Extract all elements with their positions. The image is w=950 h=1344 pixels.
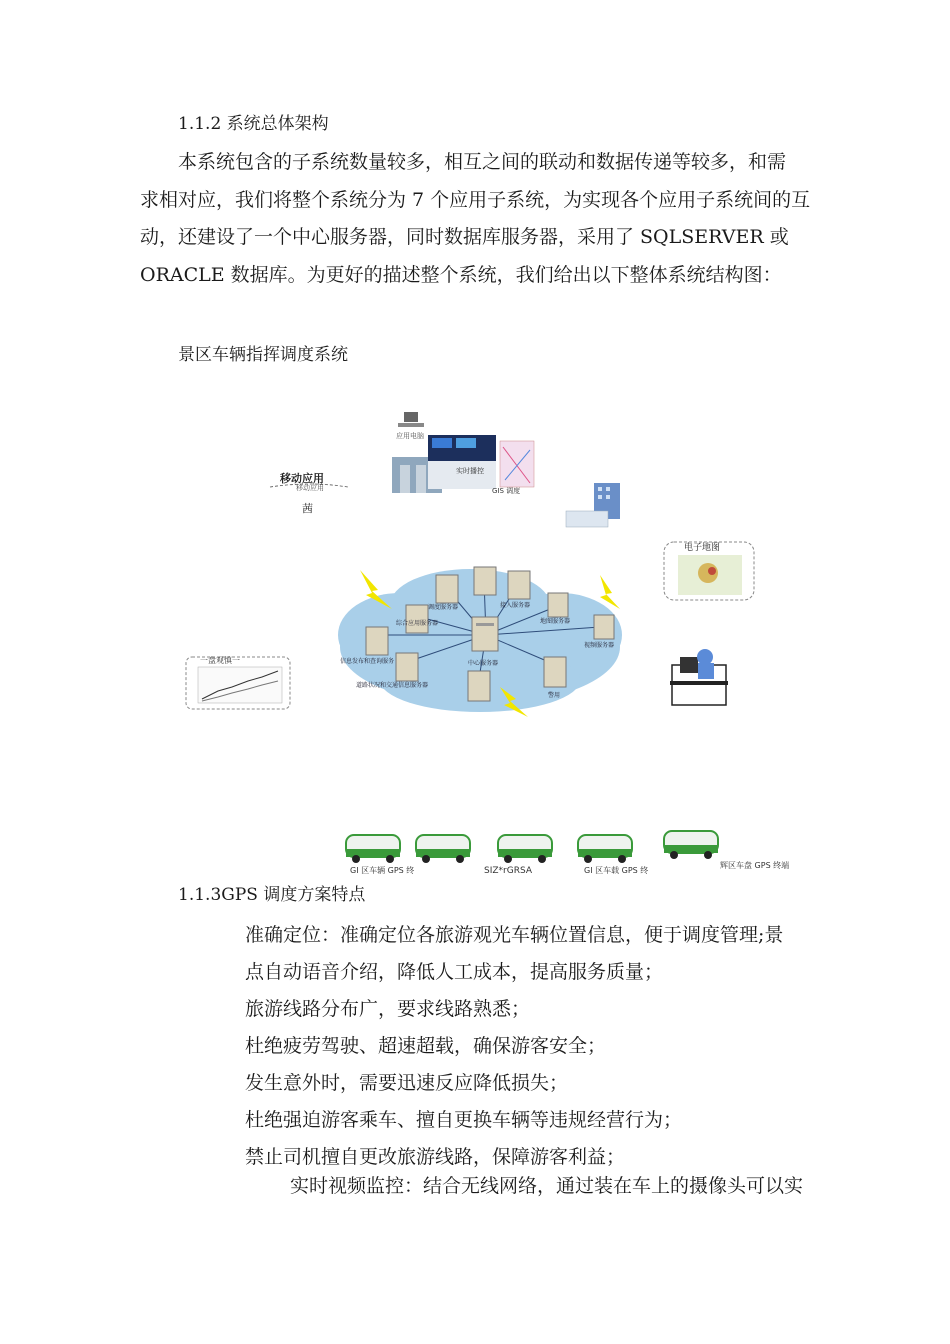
server-icon [366,627,388,655]
realtime-label: 实时播控 [456,467,484,475]
feature-line: 杜绝强迫游客乘车、擅自更换车辆等违规经营行为； [245,1109,683,1131]
access-server-label: 接入服务器 [500,602,531,609]
feature-line: 实时视频监控：结合无线网络，通过装在车上的摄像头可以实 [290,1175,804,1197]
tour-bus-icon [664,831,718,859]
server-icon [396,653,418,681]
app-server-label: 综合应用服务器 [396,620,439,627]
paragraph-line: 求相对应，我们将整个系统分为 7 个应用子系统，为实现各个应用子系统间的互 [140,189,811,211]
server-building-icon [566,483,620,527]
server-icon [594,615,614,639]
paragraph-line: ORACLE 数据库。为更好的描述整个系统，我们给出以下整体系统结构图： [140,264,782,286]
emap-label: 电子地图 [684,543,721,553]
road-server-label: 道路状况和交通信息服务器 [356,682,429,689]
info-server-label: 信息发布和查询服务 [340,658,395,665]
paragraph-line: 动，还建设了一个中心服务器，同时数据库服务器，采用了 SQLSERVER 或 [140,226,789,248]
section-heading-1-1-3: 1.1.3GPS 调度方案特点 [178,885,366,905]
server-icon [474,567,496,595]
feature-line: 禁止司机擅自更改旅游线路，保障游客利益； [245,1146,626,1168]
server-icon [548,593,568,617]
center-server-label: 中心服务器 [468,660,499,667]
server-icon [472,617,498,651]
control-center-image [392,435,534,493]
bus-label-3: GI 区车载 GPS 终 [584,866,649,875]
computer-icon [398,412,424,427]
feature-line: 点自动语音介绍，降低人工成本，提高服务质量； [245,961,664,983]
bus-label-1: GI 区车辆 GPS 终 [350,866,415,875]
server-icon [468,671,490,701]
video-server-label: 视频服务器 [584,642,615,649]
app-pc-label: 应用电脑 [396,432,424,440]
bus-label-4: 辉区车盘 GPS 终端 [720,861,790,870]
tour-bus-icon [578,835,632,863]
server-icon [436,575,458,603]
paragraph-line: 本系统包含的子系统数量较多，相互之间的联动和数据传递等较多，和需 [178,151,787,173]
mobile-app-title: 移动应用 [280,472,324,485]
feature-line: 杜绝疲劳驾驶、超速超载，确保游客安全； [245,1035,607,1057]
bus-label-2: SIZ*rGRSA [484,866,532,875]
map-server-label: 地图服务器 [540,618,571,625]
server-icon [544,657,566,687]
tour-bus-icon [346,835,400,863]
dispatch-server-label: 调度服务器 [428,604,459,611]
server-icon [406,605,428,633]
mobile-app-sub: 移动应用 [296,484,324,492]
report-label: 一盘观慎一 [200,656,240,665]
operator-desk-icon [670,649,728,705]
gis-label: GIS 调度 [492,487,521,495]
server-icon [508,571,530,599]
svg-text:茜: 茜 [302,502,313,515]
lightning-bolt [600,575,620,609]
feature-line: 准确定位：准确定位各旅游观光车辆位置信息，便于调度管理;景 [245,924,784,946]
police-label: 警用 [548,692,561,699]
figure-title: 景区车辆指挥调度系统 [178,345,348,365]
feature-line: 发生意外时，需要迅速反应降低损失； [245,1072,569,1094]
feature-line: 旅游线路分布广，要求线路熟悉； [245,998,531,1020]
tour-bus-icon [498,835,552,863]
tour-bus-icon [416,835,470,863]
system-architecture-diagram [0,395,950,875]
section-heading-1-1-2: 1.1.2 系统总体架构 [178,114,329,134]
